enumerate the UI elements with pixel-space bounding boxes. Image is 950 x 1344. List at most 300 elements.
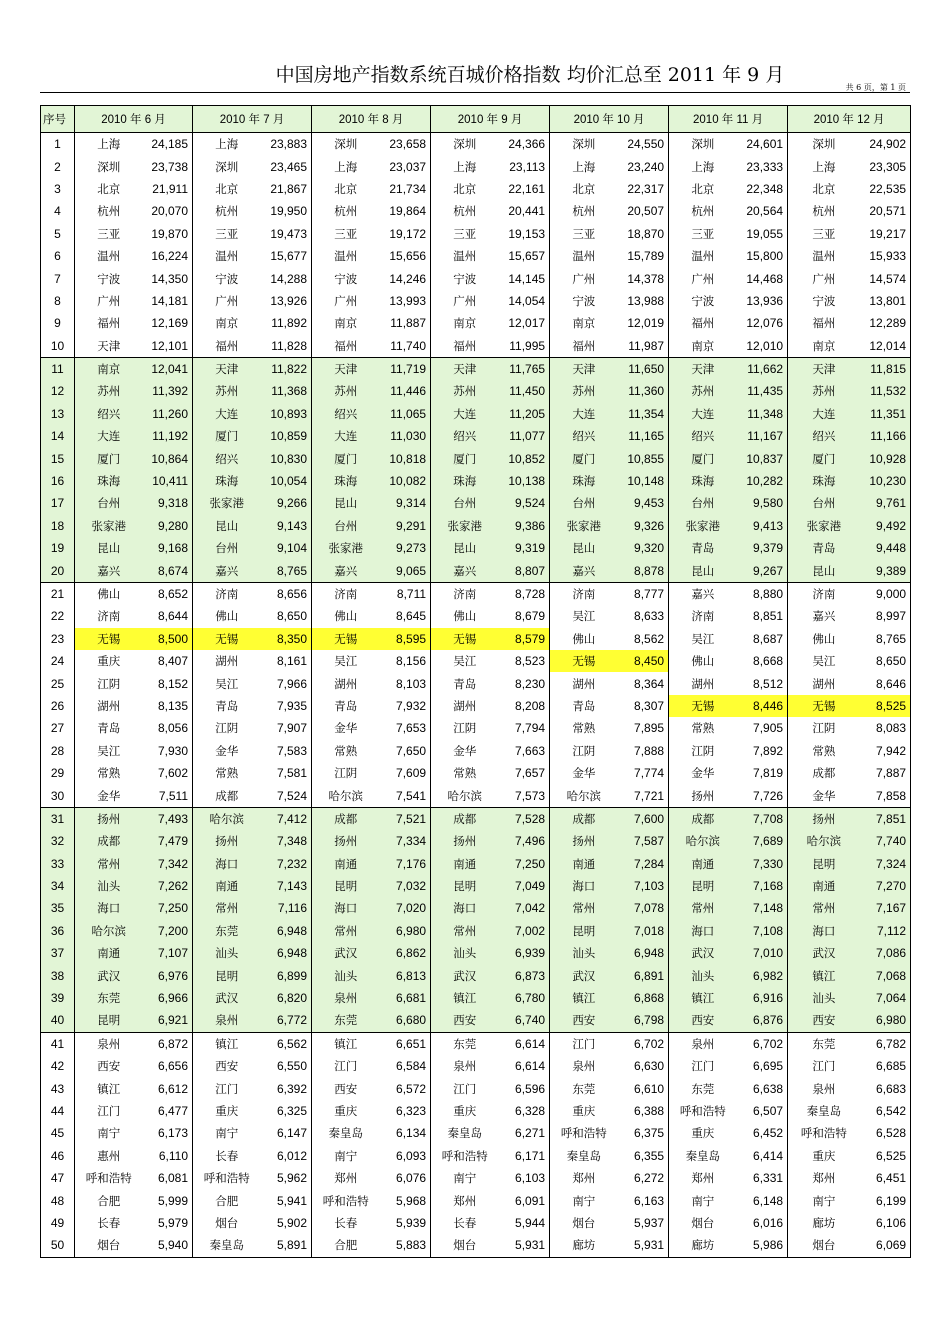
city-name: 长春 bbox=[334, 1215, 358, 1230]
price-value: 8,777 bbox=[618, 582, 669, 605]
city-name: 无锡 bbox=[193, 628, 261, 650]
row-number: 23 bbox=[41, 628, 75, 650]
price-value: 9,413 bbox=[737, 515, 788, 537]
price-value: 6,392 bbox=[261, 1077, 312, 1099]
price-value: 8,997 bbox=[860, 605, 911, 627]
price-value: 10,928 bbox=[860, 447, 911, 469]
row-number: 22 bbox=[41, 605, 75, 627]
price-value: 12,076 bbox=[737, 312, 788, 334]
price-value: 19,864 bbox=[380, 200, 431, 222]
city-name: 温州 bbox=[691, 249, 715, 264]
price-value: 6,891 bbox=[618, 964, 669, 986]
price-value: 7,708 bbox=[737, 807, 788, 830]
city-name: 成都 bbox=[669, 807, 737, 830]
city-name: 杭州 bbox=[691, 204, 715, 219]
city-name: 海口 bbox=[312, 897, 380, 919]
city-name: 重庆 bbox=[97, 654, 121, 669]
city-name: 镇江 bbox=[431, 987, 499, 1009]
table-row bbox=[41, 1234, 911, 1257]
price-value: 8,650 bbox=[261, 605, 312, 627]
price-value: 7,020 bbox=[380, 897, 431, 919]
row-number: 40 bbox=[41, 1009, 75, 1032]
price-value: 11,192 bbox=[143, 425, 193, 447]
price-value: 5,944 bbox=[499, 1212, 550, 1234]
price-value: 7,511 bbox=[143, 784, 193, 807]
price-value: 6,872 bbox=[143, 1032, 193, 1055]
price-value: 8,523 bbox=[499, 650, 550, 672]
city-name: 江阴 bbox=[334, 766, 358, 781]
price-value: 11,765 bbox=[499, 357, 550, 380]
price-value: 11,987 bbox=[618, 335, 669, 358]
price-value: 13,993 bbox=[380, 290, 431, 312]
row-number: 26 bbox=[41, 695, 75, 717]
price-value: 5,902 bbox=[261, 1212, 312, 1234]
city-name: 天津 bbox=[97, 338, 121, 353]
price-value: 6,596 bbox=[499, 1077, 550, 1099]
city-name: 泉州 bbox=[75, 1032, 143, 1055]
city-name: 南京 bbox=[75, 357, 143, 380]
city-name: 青岛 bbox=[97, 721, 121, 736]
city-name: 大连 bbox=[431, 403, 499, 425]
city-name: 西安 bbox=[215, 1059, 239, 1074]
price-value: 7,324 bbox=[860, 853, 911, 875]
city-name: 青岛 bbox=[572, 698, 596, 713]
city-name: 西安 bbox=[431, 1009, 499, 1032]
price-value: 21,911 bbox=[143, 178, 193, 200]
price-value: 7,930 bbox=[143, 740, 193, 762]
table-row bbox=[41, 403, 911, 425]
row-number: 34 bbox=[41, 875, 75, 897]
city-name: 台州 bbox=[669, 492, 737, 514]
city-name: 郑州 bbox=[334, 1171, 358, 1186]
price-value: 7,103 bbox=[618, 875, 669, 897]
row-number: 42 bbox=[41, 1055, 75, 1077]
city-name: 秦皇岛 bbox=[193, 1234, 261, 1257]
price-value: 8,152 bbox=[143, 672, 193, 694]
city-name: 郑州 bbox=[691, 1171, 715, 1186]
price-value: 24,601 bbox=[737, 133, 788, 156]
table-row bbox=[41, 223, 911, 245]
price-value: 11,995 bbox=[499, 335, 550, 358]
price-value: 8,652 bbox=[143, 582, 193, 605]
city-name: 江门 bbox=[812, 1059, 836, 1074]
city-name: 青岛 bbox=[215, 698, 239, 713]
price-value: 8,765 bbox=[860, 628, 911, 650]
price-value: 12,289 bbox=[860, 312, 911, 334]
city-name: 福州 bbox=[812, 316, 836, 331]
price-value: 6,012 bbox=[261, 1145, 312, 1167]
price-value: 6,780 bbox=[499, 987, 550, 1009]
price-value: 9,319 bbox=[499, 537, 550, 559]
city-name: 成都 bbox=[812, 766, 836, 781]
city-name: 汕头 bbox=[669, 964, 737, 986]
table-row bbox=[41, 830, 911, 852]
table-row bbox=[41, 380, 911, 402]
city-name: 北京 bbox=[215, 181, 239, 196]
price-value: 11,828 bbox=[261, 335, 312, 358]
city-name: 广州 bbox=[334, 293, 358, 308]
city-name: 金华 bbox=[334, 721, 358, 736]
city-name: 苏州 bbox=[550, 380, 618, 402]
city-name: 三亚 bbox=[215, 226, 239, 241]
city-name: 南京 bbox=[215, 316, 239, 331]
month-header: 2010 年 8 月 bbox=[312, 106, 431, 133]
city-name: 济南 bbox=[691, 609, 715, 624]
city-name: 台州 bbox=[193, 537, 261, 559]
city-name: 张家港 bbox=[550, 515, 618, 537]
city-name: 台州 bbox=[431, 492, 499, 514]
city-name: 张家港 bbox=[75, 515, 143, 537]
price-value: 15,789 bbox=[618, 245, 669, 267]
city-name: 珠海 bbox=[788, 470, 860, 492]
price-value: 6,610 bbox=[618, 1077, 669, 1099]
city-name: 上海 bbox=[572, 159, 596, 174]
price-value: 11,348 bbox=[737, 403, 788, 425]
city-name: 宁波 bbox=[453, 271, 477, 286]
city-name: 昆山 bbox=[788, 559, 860, 582]
price-value: 6,638 bbox=[737, 1077, 788, 1099]
price-value: 7,078 bbox=[618, 897, 669, 919]
city-name: 合肥 bbox=[215, 1193, 239, 1208]
city-name: 绍兴 bbox=[788, 425, 860, 447]
city-name: 南宁 bbox=[215, 1126, 239, 1141]
table-body bbox=[41, 133, 911, 1258]
table-row bbox=[41, 357, 911, 380]
row-number: 19 bbox=[41, 537, 75, 559]
row-number: 49 bbox=[41, 1212, 75, 1234]
city-name: 无锡 bbox=[550, 650, 618, 672]
city-name: 苏州 bbox=[75, 380, 143, 402]
price-value: 10,837 bbox=[737, 447, 788, 469]
city-name: 泉州 bbox=[453, 1059, 477, 1074]
price-value: 7,284 bbox=[618, 853, 669, 875]
city-name: 江门 bbox=[334, 1059, 358, 1074]
price-value: 7,600 bbox=[618, 807, 669, 830]
price-value: 11,167 bbox=[737, 425, 788, 447]
row-number: 17 bbox=[41, 492, 75, 514]
price-value: 21,734 bbox=[380, 178, 431, 200]
price-value: 6,916 bbox=[737, 987, 788, 1009]
price-value: 11,650 bbox=[618, 357, 669, 380]
price-value: 8,765 bbox=[261, 559, 312, 582]
city-name: 东莞 bbox=[572, 1081, 596, 1096]
price-value: 6,695 bbox=[737, 1055, 788, 1077]
price-value: 8,230 bbox=[499, 672, 550, 694]
city-name: 湖州 bbox=[691, 676, 715, 691]
city-name: 哈尔滨 bbox=[669, 830, 737, 852]
row-number: 25 bbox=[41, 672, 75, 694]
city-name: 深圳 bbox=[550, 133, 618, 156]
price-value: 7,583 bbox=[261, 740, 312, 762]
row-number: 28 bbox=[41, 740, 75, 762]
city-name: 昆山 bbox=[550, 537, 618, 559]
city-name: 福州 bbox=[691, 316, 715, 331]
city-name: 烟台 bbox=[75, 1234, 143, 1257]
price-value: 19,473 bbox=[261, 223, 312, 245]
price-value: 8,525 bbox=[860, 695, 911, 717]
row-number: 27 bbox=[41, 717, 75, 739]
city-name: 扬州 bbox=[691, 788, 715, 803]
price-value: 14,145 bbox=[499, 267, 550, 289]
city-name: 汕头 bbox=[788, 987, 860, 1009]
city-name: 台州 bbox=[788, 492, 860, 514]
price-value: 9,453 bbox=[618, 492, 669, 514]
city-name: 张家港 bbox=[312, 537, 380, 559]
table-row bbox=[41, 897, 911, 919]
price-value: 6,584 bbox=[380, 1055, 431, 1077]
city-name: 东莞 bbox=[691, 1081, 715, 1096]
city-name: 镇江 bbox=[97, 1081, 121, 1096]
city-name: 青岛 bbox=[334, 698, 358, 713]
price-value: 14,181 bbox=[143, 290, 193, 312]
price-value: 10,852 bbox=[499, 447, 550, 469]
city-name: 三亚 bbox=[97, 226, 121, 241]
city-name: 南京 bbox=[812, 338, 836, 353]
price-value: 6,147 bbox=[261, 1122, 312, 1144]
city-name: 常熟 bbox=[812, 743, 836, 758]
city-name: 无锡 bbox=[431, 628, 499, 650]
city-name: 珠海 bbox=[193, 470, 261, 492]
month-header: 2010 年 11 月 bbox=[669, 106, 788, 133]
price-value: 15,800 bbox=[737, 245, 788, 267]
city-name: 天津 bbox=[788, 357, 860, 380]
price-value: 7,932 bbox=[380, 695, 431, 717]
city-name: 南通 bbox=[550, 853, 618, 875]
city-name: 张家港 bbox=[669, 515, 737, 537]
price-value: 24,902 bbox=[860, 133, 911, 156]
city-name: 珠海 bbox=[75, 470, 143, 492]
price-value: 6,148 bbox=[737, 1189, 788, 1211]
city-name: 昆山 bbox=[193, 515, 261, 537]
city-name: 武汉 bbox=[669, 942, 737, 964]
city-name: 昆山 bbox=[75, 537, 143, 559]
city-name: 西安 bbox=[550, 1009, 618, 1032]
city-name: 广州 bbox=[691, 271, 715, 286]
city-name: 广州 bbox=[812, 271, 836, 286]
price-value: 5,940 bbox=[143, 1234, 193, 1257]
city-name: 金华 bbox=[572, 766, 596, 781]
city-name: 湖州 bbox=[215, 654, 239, 669]
city-name: 扬州 bbox=[431, 830, 499, 852]
city-name: 大连 bbox=[550, 403, 618, 425]
price-value: 6,477 bbox=[143, 1100, 193, 1122]
price-value: 6,325 bbox=[261, 1100, 312, 1122]
city-name: 镇江 bbox=[312, 1032, 380, 1055]
city-name: 济南 bbox=[550, 582, 618, 605]
city-name: 南宁 bbox=[812, 1193, 836, 1208]
city-name: 湖州 bbox=[453, 698, 477, 713]
price-value: 18,870 bbox=[618, 223, 669, 245]
table-row bbox=[41, 875, 911, 897]
price-value: 9,448 bbox=[860, 537, 911, 559]
price-value: 5,986 bbox=[737, 1234, 788, 1257]
city-name: 长春 bbox=[215, 1148, 239, 1163]
price-value: 24,550 bbox=[618, 133, 669, 156]
city-name: 厦门 bbox=[193, 425, 261, 447]
city-name: 汕头 bbox=[75, 875, 143, 897]
city-name: 三亚 bbox=[572, 226, 596, 241]
price-value: 5,939 bbox=[380, 1212, 431, 1234]
city-name: 哈尔滨 bbox=[75, 920, 143, 942]
city-name: 常州 bbox=[75, 853, 143, 875]
price-value: 9,143 bbox=[261, 515, 312, 537]
city-name: 绍兴 bbox=[193, 447, 261, 469]
price-value: 15,933 bbox=[860, 245, 911, 267]
price-value: 10,138 bbox=[499, 470, 550, 492]
price-value: 8,407 bbox=[143, 650, 193, 672]
city-name: 上海 bbox=[193, 133, 261, 156]
city-name: 青岛 bbox=[788, 537, 860, 559]
city-name: 苏州 bbox=[788, 380, 860, 402]
price-value: 7,108 bbox=[737, 920, 788, 942]
price-value: 12,169 bbox=[143, 312, 193, 334]
table-row bbox=[41, 537, 911, 559]
city-name: 大连 bbox=[669, 403, 737, 425]
month-header: 2010 年 10 月 bbox=[550, 106, 669, 133]
city-name: 镇江 bbox=[550, 987, 618, 1009]
price-value: 5,962 bbox=[261, 1167, 312, 1189]
table-row bbox=[41, 133, 911, 156]
price-value: 11,532 bbox=[860, 380, 911, 402]
table-row bbox=[41, 1145, 911, 1167]
price-value: 6,507 bbox=[737, 1100, 788, 1122]
price-value: 6,873 bbox=[499, 964, 550, 986]
city-name: 泉州 bbox=[572, 1059, 596, 1074]
price-value: 19,217 bbox=[860, 223, 911, 245]
price-value: 7,086 bbox=[860, 942, 911, 964]
table-row bbox=[41, 312, 911, 334]
city-name: 呼和浩特 bbox=[322, 1193, 369, 1208]
price-value: 23,305 bbox=[860, 155, 911, 177]
price-value: 15,657 bbox=[499, 245, 550, 267]
city-name: 宁波 bbox=[812, 293, 836, 308]
city-name: 广州 bbox=[97, 293, 121, 308]
price-value: 10,855 bbox=[618, 447, 669, 469]
city-name: 三亚 bbox=[812, 226, 836, 241]
price-value: 11,446 bbox=[380, 380, 431, 402]
city-name: 成都 bbox=[312, 807, 380, 830]
price-value: 6,820 bbox=[261, 987, 312, 1009]
city-name: 镇江 bbox=[669, 987, 737, 1009]
price-value: 7,657 bbox=[499, 762, 550, 784]
table-row bbox=[41, 740, 911, 762]
price-value: 11,450 bbox=[499, 380, 550, 402]
city-name: 福州 bbox=[572, 338, 596, 353]
city-name: 哈尔滨 bbox=[447, 788, 483, 803]
price-value: 11,392 bbox=[143, 380, 193, 402]
city-name: 呼和浩特 bbox=[679, 1103, 726, 1118]
city-name: 秦皇岛 bbox=[566, 1148, 602, 1163]
price-value: 11,166 bbox=[860, 425, 911, 447]
price-value: 7,250 bbox=[499, 853, 550, 875]
city-name: 郑州 bbox=[812, 1171, 836, 1186]
city-name: 海口 bbox=[788, 920, 860, 942]
city-name: 无锡 bbox=[312, 628, 380, 650]
price-value: 7,330 bbox=[737, 853, 788, 875]
price-value: 7,348 bbox=[261, 830, 312, 852]
price-value: 7,250 bbox=[143, 897, 193, 919]
price-value: 6,110 bbox=[143, 1145, 193, 1167]
price-value: 7,412 bbox=[261, 807, 312, 830]
city-name: 宁波 bbox=[572, 293, 596, 308]
table-row bbox=[41, 695, 911, 717]
city-name: 北京 bbox=[97, 181, 121, 196]
document-title: 中国房地产指数系统百城价格指数 均价汇总至 2011 年 9 月 bbox=[275, 64, 785, 86]
city-name: 武汉 bbox=[550, 964, 618, 986]
city-name: 廊坊 bbox=[550, 1234, 618, 1257]
city-name: 天津 bbox=[312, 357, 380, 380]
price-value: 9,389 bbox=[860, 559, 911, 582]
price-value: 6,681 bbox=[380, 987, 431, 1009]
city-name: 深圳 bbox=[788, 133, 860, 156]
city-name: 深圳 bbox=[215, 159, 239, 174]
city-name: 济南 bbox=[97, 609, 121, 624]
city-name: 惠州 bbox=[97, 1148, 121, 1163]
row-number: 10 bbox=[41, 335, 75, 358]
city-name: 昆明 bbox=[788, 853, 860, 875]
city-name: 吴江 bbox=[572, 609, 596, 624]
city-name: 常州 bbox=[312, 920, 380, 942]
city-name: 西安 bbox=[788, 1009, 860, 1032]
price-value: 7,342 bbox=[143, 853, 193, 875]
price-value: 7,521 bbox=[380, 807, 431, 830]
city-name: 扬州 bbox=[550, 830, 618, 852]
row-number: 29 bbox=[41, 762, 75, 784]
city-name: 扬州 bbox=[75, 807, 143, 830]
city-name: 苏州 bbox=[669, 380, 737, 402]
price-value: 11,205 bbox=[499, 403, 550, 425]
city-name: 嘉兴 bbox=[669, 582, 737, 605]
price-value: 6,106 bbox=[860, 1212, 911, 1234]
price-value: 5,941 bbox=[261, 1189, 312, 1211]
price-value: 6,868 bbox=[618, 987, 669, 1009]
price-value: 8,595 bbox=[380, 628, 431, 650]
city-name: 昆明 bbox=[193, 964, 261, 986]
price-value: 6,948 bbox=[261, 942, 312, 964]
city-name: 扬州 bbox=[788, 807, 860, 830]
price-value: 23,465 bbox=[261, 155, 312, 177]
price-value: 6,980 bbox=[860, 1009, 911, 1032]
price-value: 8,656 bbox=[261, 582, 312, 605]
city-name: 杭州 bbox=[334, 204, 358, 219]
city-name: 哈尔滨 bbox=[788, 830, 860, 852]
price-value: 6,702 bbox=[618, 1032, 669, 1055]
table-row bbox=[41, 628, 911, 650]
price-value: 7,528 bbox=[499, 807, 550, 830]
price-value: 7,609 bbox=[380, 762, 431, 784]
price-value: 8,135 bbox=[143, 695, 193, 717]
price-value: 7,905 bbox=[737, 717, 788, 739]
price-value: 12,014 bbox=[860, 335, 911, 358]
price-value: 10,082 bbox=[380, 470, 431, 492]
table-row bbox=[41, 515, 911, 537]
table-row bbox=[41, 470, 911, 492]
row-number: 16 bbox=[41, 470, 75, 492]
price-value: 6,876 bbox=[737, 1009, 788, 1032]
city-name: 呼和浩特 bbox=[800, 1126, 847, 1141]
city-name: 福州 bbox=[97, 316, 121, 331]
price-value: 19,950 bbox=[261, 200, 312, 222]
city-name: 绍兴 bbox=[669, 425, 737, 447]
price-value: 23,883 bbox=[261, 133, 312, 156]
price-value: 6,323 bbox=[380, 1100, 431, 1122]
price-value: 8,633 bbox=[618, 605, 669, 627]
city-name: 苏州 bbox=[193, 380, 261, 402]
city-name: 嘉兴 bbox=[312, 559, 380, 582]
price-value: 7,064 bbox=[860, 987, 911, 1009]
price-value: 12,019 bbox=[618, 312, 669, 334]
city-name: 烟台 bbox=[431, 1234, 499, 1257]
